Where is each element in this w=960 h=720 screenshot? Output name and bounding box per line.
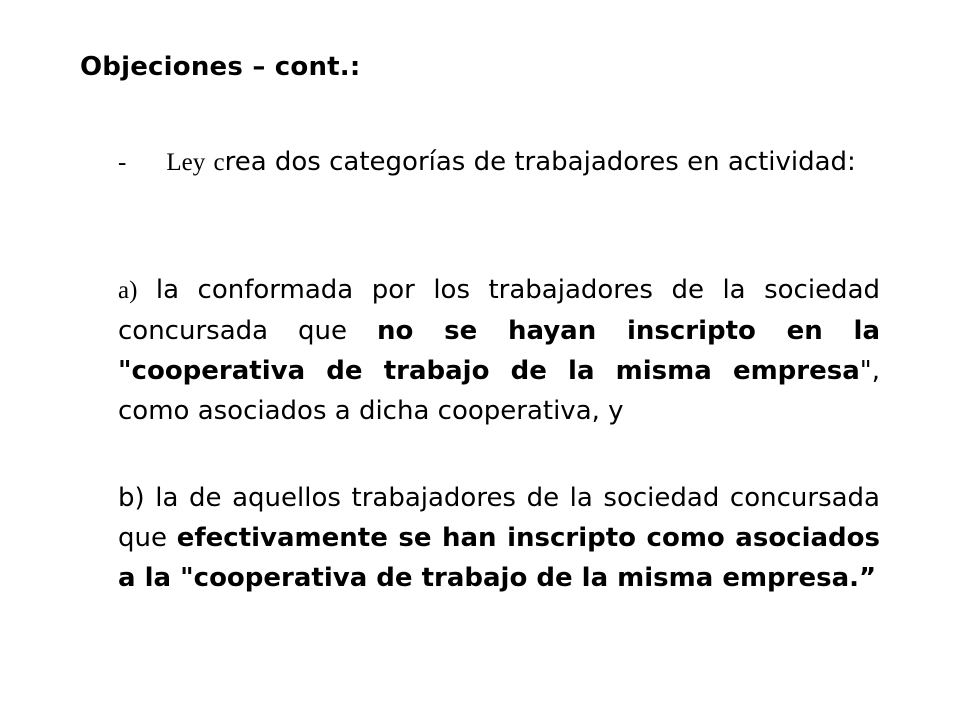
ley-word: Ley (166, 149, 206, 176)
paragraph-intro (118, 142, 880, 183)
paragraph-a-text-2: ", como asociados a dicha cooperativa, y (118, 356, 880, 426)
paragraph-a-bold: no se hayan inscripto en la "cooperativa de trabajo de la misma empresa (118, 316, 880, 386)
slide-title: Objeciones – cont.: (80, 52, 361, 82)
paragraph-b (118, 478, 880, 598)
paragraph-a-text-1: la conformada por los trabajadores de la sociedad concursada que (118, 275, 880, 346)
intro-text: rea dos categorías de trabajadores en actividad: (224, 147, 856, 177)
paragraph-b-bold: efectivamente se han inscripto como asociados a la "cooperativa de trabajo de la misma empresa.” (118, 523, 880, 593)
paragraph-b-text-1: b) la de aquellos trabajadores de la sociedad concursada que (118, 483, 880, 553)
paragraph-a (118, 270, 880, 431)
c-letter: c (213, 149, 225, 176)
list-marker-a: a) (118, 277, 138, 304)
dash-marker: - (118, 149, 127, 176)
